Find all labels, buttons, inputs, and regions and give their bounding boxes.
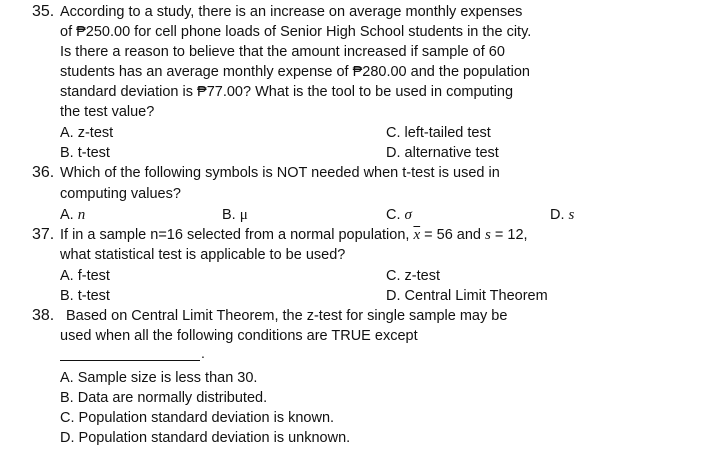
q35-line-5: standard deviation is ₱77.00? What is the tool to be used in computing <box>60 84 514 100</box>
q35-line-3: Is there a reason to believe that the amount increased if sample of 60 <box>60 44 505 60</box>
q36-option-d-label: D. <box>550 207 565 223</box>
q38-option-c: C. Population standard deviation is known. <box>60 410 335 426</box>
q38-option-a: A. Sample size is less than 30. <box>60 370 258 386</box>
q36-option-b <box>222 205 248 225</box>
q37-line-2: what statistical test is applicable to be used? <box>60 247 346 263</box>
q36-option-d-symbol: s <box>568 207 575 223</box>
q37-line-1-mid: = 56 and <box>420 227 486 243</box>
q35-number: 35. <box>32 3 55 20</box>
q38-blank-period: . <box>201 345 205 361</box>
q36-line-2: computing values? <box>60 186 181 202</box>
q35-line-6: the test value? <box>60 104 155 120</box>
q37-line-1-post: = 12, <box>490 227 528 243</box>
q37-option-d: D. Central Limit Theorem <box>386 288 548 304</box>
q38-answer-blank <box>60 360 200 361</box>
q36-option-c <box>386 205 412 225</box>
q35-line-4: students has an average monthly expense of ₱280.00 and the population <box>60 64 530 80</box>
q37-xbar-symbol: $\overline{x}$ <box>413 227 421 243</box>
q38-line-1: Based on Central Limit Theorem, the z-test for single sample may be <box>66 308 508 324</box>
q38-line-2: used when all the following conditions are TRUE except <box>60 328 418 344</box>
q37-line-1 <box>60 225 528 245</box>
q35-option-b: B. t-test <box>60 145 110 161</box>
q35-line-1: According to a study, there is an increase on average monthly expenses <box>60 4 523 20</box>
q38-option-b: B. Data are normally distributed. <box>60 390 268 406</box>
q36-option-b-symbol: μ <box>239 207 248 223</box>
q36-option-a-label: A. <box>60 207 74 223</box>
q37-number: 37. <box>32 226 55 243</box>
q35-option-a: A. z-test <box>60 125 114 141</box>
q35-line-2: of ₱250.00 for cell phone loads of Senior High School students in the city. <box>60 24 532 40</box>
q36-option-c-symbol: σ <box>404 207 412 223</box>
q36-option-d <box>550 205 574 225</box>
q38-option-d: D. Population standard deviation is unknown. <box>60 430 351 446</box>
q37-option-a: A. f-test <box>60 268 110 284</box>
q38-number: 38. <box>32 307 55 324</box>
q35-option-d: D. alternative test <box>386 145 499 161</box>
q36-line-1: Which of the following symbols is NOT needed when t-test is used in <box>60 165 500 181</box>
q37-option-c: C. z-test <box>386 268 440 284</box>
q35-option-c: C. left-tailed test <box>386 125 491 141</box>
q37-s-symbol: s <box>485 227 491 243</box>
q36-option-c-label: C. <box>386 207 401 223</box>
q36-option-b-label: B. <box>222 207 236 223</box>
q37-line-1-pre: If in a sample n=16 selected from a normal population, <box>60 227 410 243</box>
q36-option-a <box>60 205 85 225</box>
q37-option-b: B. t-test <box>60 288 110 304</box>
q36-option-a-symbol: n <box>77 207 86 223</box>
q36-number: 36. <box>32 164 55 181</box>
